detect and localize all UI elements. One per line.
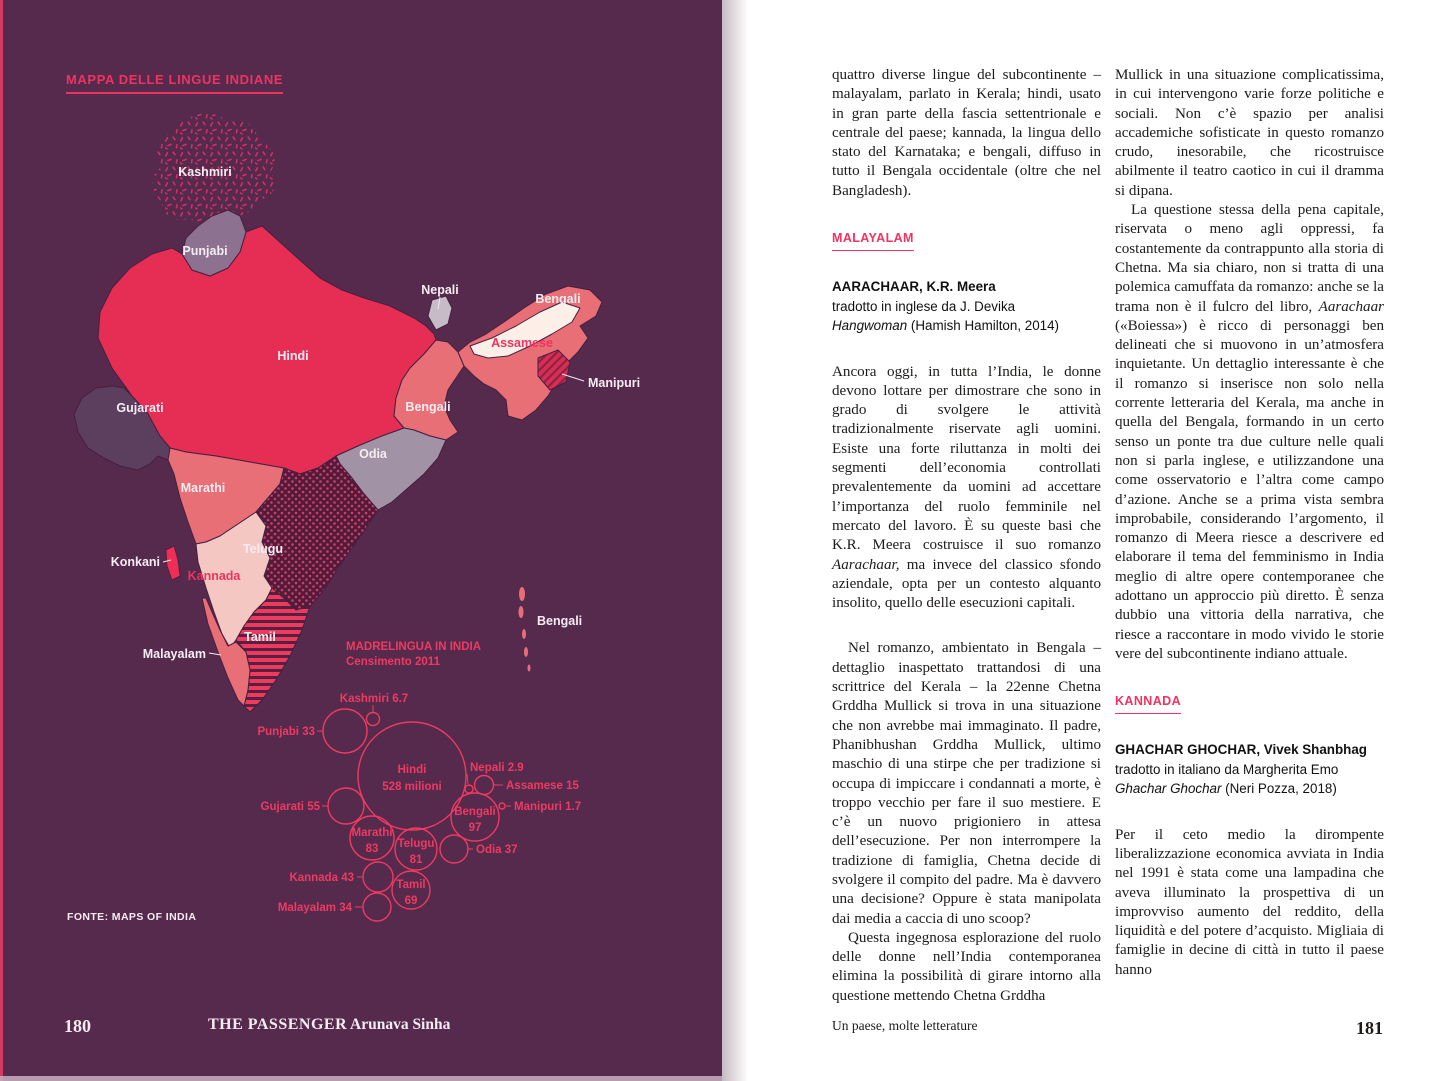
map-region-konkani xyxy=(166,546,180,580)
text-column-1 xyxy=(832,66,1101,1004)
book-edition: Hangwoman (Hamish Hamilton, 2014) xyxy=(832,318,1060,334)
map-label-tamil: Tamil xyxy=(244,630,276,644)
book-reference xyxy=(1115,740,1384,799)
map-label-malayalam: Malayalam xyxy=(142,647,206,661)
map-label-assamese: Assamese xyxy=(491,336,553,350)
map-title: MAPPA DELLE LINGUE INDIANE xyxy=(66,72,283,94)
book-title-author: AARACHAAR, K.R. Meera xyxy=(832,279,996,295)
author-name: Arunava Sinha xyxy=(350,1016,451,1033)
book-translation: tradotto in italiano da Margherita Emo xyxy=(1115,761,1339,777)
chart-label-malayalam: Malayalam 34 xyxy=(277,902,352,914)
map-label-bengali-northeast: Bengali xyxy=(535,292,581,306)
bubble-assamese xyxy=(475,776,494,795)
right-page-number: 181 xyxy=(1356,1018,1383,1038)
bubble-odia xyxy=(440,835,468,863)
map-islands-andaman xyxy=(519,587,531,672)
bubble-malayalam xyxy=(363,893,391,921)
book-reference xyxy=(832,277,1101,336)
chart-label-assamese: Assamese 15 xyxy=(506,780,579,792)
body-paragraph: Mullick in una situazione complicatissima, in cui intervengono varie forze politiche e sociali. Non c’è spazio per analisi accademiche sofisticate in questo romanzo crudo, inesorabile, che ricostruisce abilmente il teatro caotico in cui il dramma si dipana. xyxy=(1115,67,1384,199)
chart-label-tamil-value: 69 xyxy=(404,895,418,907)
bubble-hindi xyxy=(358,722,466,830)
chart-label-marathi-name: Marathi xyxy=(351,827,393,839)
map-label-nepali: Nepali xyxy=(421,283,459,297)
book-title-author: GHACHAR GHOCHAR, Vivek Shanbhag xyxy=(1115,742,1367,758)
map-label-kashmiri: Kashmiri xyxy=(178,165,232,179)
text-column-2 xyxy=(1115,66,1384,978)
chart-label-bengali-name: Bengali xyxy=(454,806,496,818)
book-edition: Ghachar Ghochar (Neri Pozza, 2018) xyxy=(1115,781,1337,797)
intro-paragraph: quattro diverse lingue del subcontinente – malayalam, parlato in Kerala; hindi, usato in gran parte della fascia settentrionale e centrale del paese; kannada, la lingua dello stato del Karnataka; e bengali, diffuso in tutto il Bengala occidentale (oltre che nel Bangladesh). xyxy=(832,67,1101,199)
chart-label-telugu-value: 81 xyxy=(409,854,423,866)
chart-label-kashmiri: Kashmiri 6.7 xyxy=(339,693,409,705)
gutter-shadow xyxy=(722,0,748,1081)
map-label-telugu: Telugu xyxy=(242,542,284,556)
chart-label-telugu-name: Telugu xyxy=(397,838,435,850)
map-label-gujarati: Gujarati xyxy=(116,401,164,415)
bubble-kashmiri xyxy=(367,713,380,726)
map-label-marathi: Marathi xyxy=(180,481,226,495)
chart-subtitle: Censimento 2011 xyxy=(346,656,440,668)
body-paragraph: Nel romanzo, ambientato in Bengala – dettaglio inaspettato trattandosi di una scrittrice del Kerala – la 22enne Chetna Grddha Mullick si trova in una situazione che non avrebbe mai immaginato. Il padre, Phanibhushan Grddha Mullick, ultimo maschio di una stirpe che per tradizione si occupa di impiccare i condannati a morte, è troppo vecchio per fare il suo mestiere. E c’è un nuovo prigioniero in attesa dell’esecuzione. Per non interrompere la tradizione di famiglia, Chetna decide di svolgere il compito del padre. Ma è davvero una decisione? Oppure è stata manipolata dai media a caccia di uno scoop? xyxy=(832,640,1101,927)
chart-label-kannada: Kannada 43 xyxy=(289,872,354,884)
chart-label-marathi-value: 83 xyxy=(365,843,379,855)
bubble-manipuri xyxy=(499,803,505,809)
body-paragraph: La questione stessa della pena capitale, riservata o meno agli oppressi, fa costantemente da contrappunto alla storia di Chetna. Ma sia chiaro, non si tratta di una polemica camuffata da romanzo: anche se la trama non è il fulcro del libro, Aarachaar («Boiessa») è ricco di personaggi ben delineati che si muovono in un’atmosfera inquietante. Un dettaglio interessante è che il romanzo si inserisce non solo nella corrente letteraria del Kerala, ma anche in quella del Bengala, formando in un certo senso un ponte tra due culture nelle quali non si parla inglese, e utilizzandone una come osservatorio e l’altra come campo d’azione. Anche se a prima vista sembra improbabile, considerando l’argomento, il romanzo di Meera riesce a descrivere ed elaborare il tema del femminismo in India meglio di altre opere contemporanee che adottano un approccio più diretto. È senza dubbio una vittoria della narrativa, che riesce a raccontare in modo vivido le storie vere del subcontinente indiano attuale. xyxy=(1115,202,1384,662)
map-label-odia: Odia xyxy=(359,447,387,461)
chart-label-odia: Odia 37 xyxy=(476,844,518,856)
bubble-punjabi xyxy=(323,709,367,753)
map-label-manipuri: Manipuri xyxy=(588,376,641,390)
chart-title: MADRELINGUA IN INDIA xyxy=(346,641,482,653)
body-paragraph: Per il ceto medio la dirompente liberalizzazione economica avviata in India nel 1991 è stata come una lampadina che aveva illuminato la prospettiva di un improvviso aumento del reddito, della liquidità e del potere d’acquisto. Migliaia di famiglie in decine di città in tutto il paese hanno xyxy=(1115,826,1384,978)
map-label-kannada: Kannada xyxy=(187,569,241,583)
section-heading-kannada: KANNADA xyxy=(1115,694,1181,714)
right-footer-caption: Un paese, molte letterature xyxy=(832,1018,978,1033)
book-translation: tradotto in inglese da J. Devika xyxy=(832,298,1016,314)
bubble-nepali xyxy=(465,785,473,793)
chart-label-hindi-value: 528 milioni xyxy=(382,781,442,793)
map-label-bengali-west: Bengali xyxy=(405,400,451,414)
map-source: FONTE: MAPS OF INDIA xyxy=(67,911,197,923)
map-label-bengali-islands: Bengali xyxy=(537,614,583,628)
map-label-punjabi: Punjabi xyxy=(182,244,228,258)
chart-label-manipuri: Manipuri 1.7 xyxy=(514,801,582,813)
chart-label-tamil-name: Tamil xyxy=(396,879,426,891)
chart-label-hindi-name: Hindi xyxy=(397,764,427,776)
page-bottom-edge xyxy=(0,1076,722,1081)
chart-label-nepali: Nepali 2.9 xyxy=(470,762,524,774)
map-label-hindi: Hindi xyxy=(277,349,309,363)
body-paragraph: Ancora oggi, in tutta l’India, le donne devono lottare per dimostrare che sono in grado di svolgere le attività tradizionalmente riservate agli uomini. Esiste una forte riluttanza in molti dei segmenti dell’economia controllati prevalentemente da uomini ad accettare l’importanza del ruolo femminile nel mercato del lavoro. È su queste basi che K.R. Meera costruisce il suo romanzo Aarachaar, ma invece del classico sfondo aziendale, opta per un contesto alquanto insolito, quello delle esecuzioni capitali. xyxy=(832,363,1101,612)
section-heading-malayalam: MALAYALAM xyxy=(832,231,914,251)
left-page-number: 180 xyxy=(64,1016,91,1036)
magazine-title: THE PASSENGER xyxy=(208,1016,348,1033)
bubble-gujarati xyxy=(328,788,364,824)
map-label-konkani: Konkani xyxy=(110,555,160,569)
chart-label-punjabi: Punjabi 33 xyxy=(257,726,315,738)
map-region-nepali xyxy=(428,296,452,330)
left-page xyxy=(0,0,722,1081)
chart-label-gujarati: Gujarati 55 xyxy=(260,801,320,813)
body-paragraph: Questa ingegnosa esplorazione del ruolo delle donne nell’India contemporanea elimina la possibilità di girare intorno alla questione mettendo Chetna Grddha xyxy=(832,929,1101,1004)
right-page xyxy=(722,0,1445,1081)
bubble-kannada xyxy=(363,862,393,892)
chart-label-bengali-value: 97 xyxy=(468,822,482,834)
